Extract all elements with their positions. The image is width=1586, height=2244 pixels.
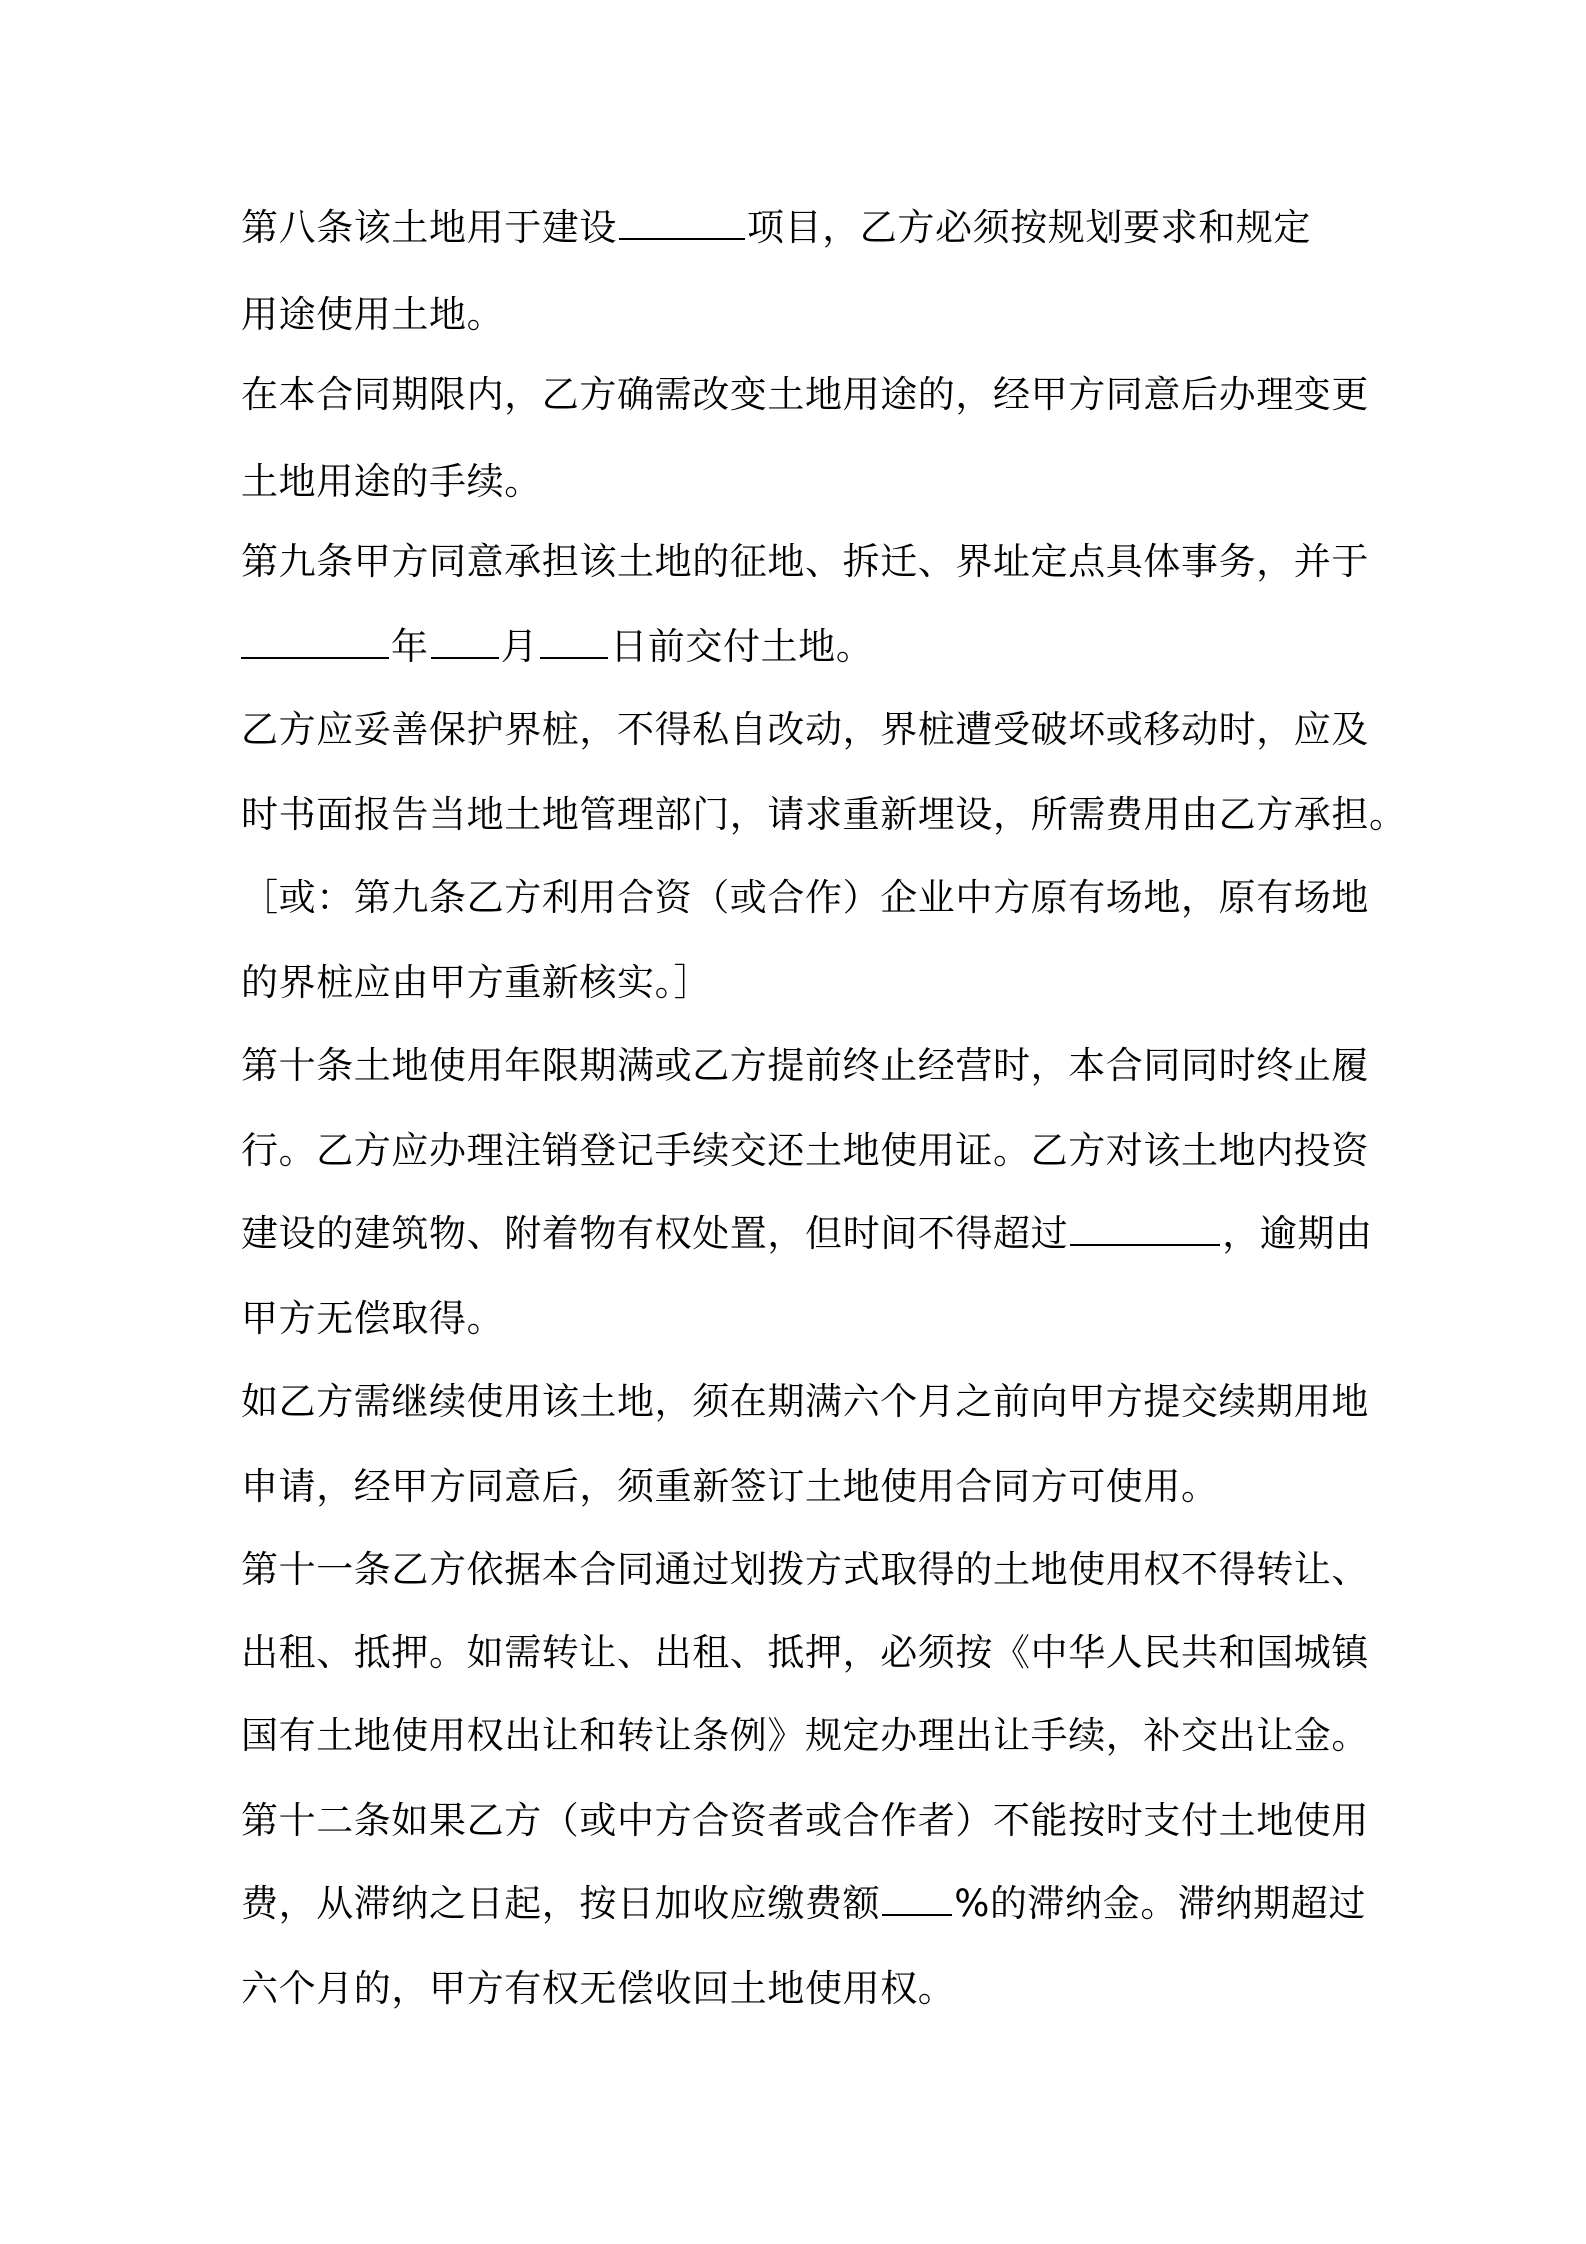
text-span: %的滞纳金。滞纳期超过 bbox=[954, 1882, 1366, 1925]
text-span: 六个月的，甲方有权无偿收回土地使用权。 bbox=[241, 1967, 956, 2010]
text-line bbox=[241, 1372, 1369, 1432]
text-line bbox=[241, 1289, 1361, 1349]
text-span: 月 bbox=[500, 625, 539, 668]
fill-in-blank-month bbox=[431, 623, 499, 659]
text-span: ［或：第九条乙方利用合资（或合作）企业中方原有场地，原有场地 bbox=[241, 876, 1369, 919]
fill-in-blank-day bbox=[540, 623, 608, 659]
text-span: 第十一条乙方依据本合同通过划拨方式取得的土地使用权不得转让、 bbox=[241, 1548, 1369, 1591]
text-span: 国有土地使用权出让和转让条例》规定办理出让手续，补交出让金。 bbox=[241, 1714, 1369, 1757]
text-span: 时书面报告当地土地管理部门，请求重新埋设，所需费用由乙方承担。 bbox=[241, 793, 1407, 836]
text-span: 日前交付土地。 bbox=[610, 625, 874, 668]
text-line bbox=[241, 1791, 1369, 1851]
fill-in-blank bbox=[619, 204, 745, 240]
text-span: 用途使用土地。 bbox=[241, 293, 505, 336]
fill-in-blank-year bbox=[241, 623, 389, 659]
text-line bbox=[241, 1121, 1369, 1181]
text-line bbox=[241, 868, 1369, 928]
text-span: 土地用途的手续。 bbox=[241, 460, 542, 503]
text-line bbox=[241, 1623, 1369, 1683]
text-span: 第九条甲方同意承担该土地的征地、拆迁、界址定点具体事务，并于 bbox=[241, 540, 1369, 583]
text-line bbox=[241, 953, 1361, 1013]
text-span: 年 bbox=[391, 625, 429, 668]
text-span: 的界桩应由甲方重新核实。］ bbox=[241, 961, 712, 1004]
text-span: 在本合同期限内，乙方确需改变土地用途的，经甲方同意后办理变更 bbox=[241, 373, 1369, 416]
text-line bbox=[241, 1204, 1373, 1264]
text-line bbox=[241, 617, 1361, 677]
text-span: 费，从滞纳之日起，按日加收应缴费额 bbox=[241, 1882, 881, 1925]
text-line bbox=[241, 785, 1407, 845]
text-line bbox=[241, 1706, 1369, 1766]
text-line bbox=[241, 452, 1361, 512]
text-line bbox=[241, 1874, 1366, 1934]
text-span: 如乙方需继续使用该土地，须在期满六个月之前向甲方提交续期用地 bbox=[241, 1380, 1369, 1423]
text-span: 第十条土地使用年限期满或乙方提前终止经营时，本合同同时终止履 bbox=[241, 1044, 1369, 1087]
text-span: 建设的建筑物、附着物有权处置，但时间不得超过 bbox=[241, 1212, 1069, 1255]
fill-in-blank-percent bbox=[882, 1880, 952, 1916]
text-line bbox=[241, 700, 1369, 760]
text-span: ，逾期由 bbox=[1222, 1212, 1373, 1255]
text-span: 行。乙方应办理注销登记手续交还土地使用证。乙方对该土地内投资 bbox=[241, 1129, 1369, 1172]
text-span: 申请，经甲方同意后，须重新签订土地使用合同方可使用。 bbox=[241, 1465, 1219, 1508]
text-span: 第十二条如果乙方（或中方合资者或合作者）不能按时支付土地使用 bbox=[241, 1799, 1369, 1842]
text-line bbox=[241, 1036, 1369, 1096]
text-line bbox=[241, 1540, 1369, 1600]
text-line bbox=[241, 198, 1361, 258]
text-line bbox=[241, 1457, 1361, 1517]
text-line bbox=[241, 532, 1369, 592]
text-span: 第八条该土地用于建设 bbox=[241, 206, 617, 249]
text-span: 项目，乙方必须按规划要求和规定 bbox=[747, 206, 1311, 249]
fill-in-blank bbox=[1070, 1210, 1220, 1246]
text-line bbox=[241, 1959, 1361, 2019]
text-span: 甲方无偿取得。 bbox=[241, 1297, 505, 1340]
text-line bbox=[241, 285, 1361, 345]
text-line bbox=[241, 365, 1369, 425]
text-span: 出租、抵押。如需转让、出租、抵押，必须按《中华人民共和国城镇 bbox=[241, 1631, 1369, 1674]
text-span: 乙方应妥善保护界桩，不得私自改动，界桩遭受破坏或移动时，应及 bbox=[241, 708, 1369, 751]
